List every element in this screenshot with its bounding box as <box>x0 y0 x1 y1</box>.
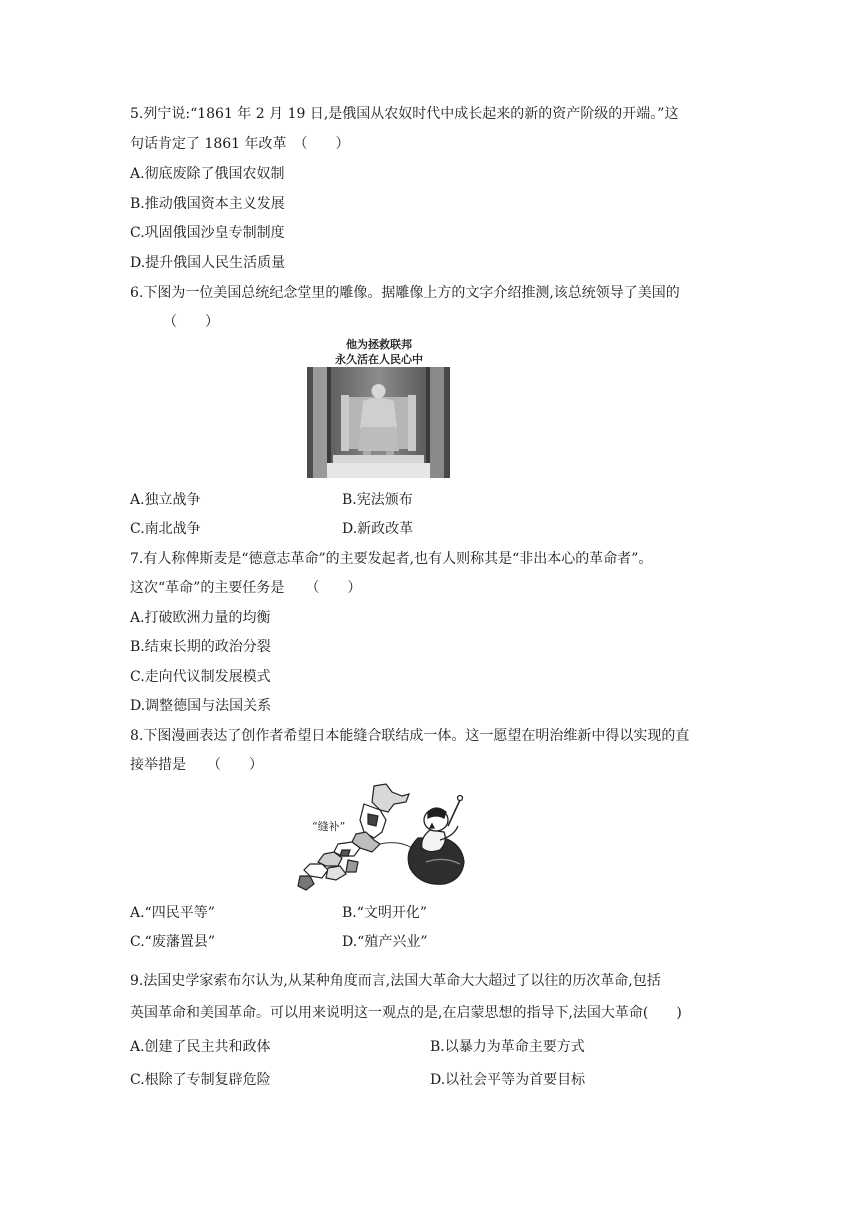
q6-option-d: D.新政改革 <box>342 521 414 537</box>
q7-stem-line1: 7.有人称俾斯麦是“德意志革命”的主要发起者,也有人则称其是“非出本心的革命者”。 <box>130 551 653 567</box>
statue-caption-line2: 永久活在人民心中 <box>335 353 423 366</box>
lincoln-statue-photo <box>307 367 450 478</box>
q9-option-c: C.根除了专制复辟危险 <box>130 1072 271 1088</box>
q8-option-b: B.“文明开化” <box>342 905 428 921</box>
q8-option-c: C.“废藩置县” <box>130 934 215 950</box>
q9-stem-line2: 英国革命和美国革命。可以用来说明这一观点的是,在启蒙思想的指导下,法国大革命( ) <box>130 1005 682 1021</box>
q9-option-a: A.创建了民主共和政体 <box>130 1039 271 1055</box>
q8-option-a: A.“四民平等” <box>130 905 215 921</box>
q6-option-a: A.独立战争 <box>130 492 201 508</box>
q5-option-b: B.推动俄国资本主义发展 <box>130 196 285 212</box>
cartoon-sew-label: “缝补” <box>312 820 346 833</box>
q7-option-b: B.结束长期的政治分裂 <box>130 639 271 655</box>
q6-option-c: C.南北战争 <box>130 521 201 537</box>
q8-option-d: D.“殖产兴业” <box>342 934 428 950</box>
q6-option-b: B.宪法颁布 <box>342 492 413 508</box>
q7-option-c: C.走向代议制发展模式 <box>130 669 271 685</box>
q9-option-d: D.以社会平等为首要目标 <box>430 1072 586 1088</box>
q7-stem-line2: 这次“革命”的主要任务是 （ ） <box>130 580 362 596</box>
q6-stem-line2: （ ） <box>163 314 219 330</box>
q7-option-d: D.调整德国与法国关系 <box>130 698 272 714</box>
q5-option-a: A.彻底废除了俄国农奴制 <box>130 166 285 182</box>
q5-option-c: C.巩固俄国沙皇专制制度 <box>130 225 285 241</box>
q9-option-b: B.以暴力为革命主要方式 <box>430 1039 585 1055</box>
statue-caption-line1: 他为拯救联邦 <box>346 338 412 351</box>
japan-sewing-cartoon <box>294 782 474 894</box>
q8-stem-line2: 接举措是 （ ） <box>130 757 263 773</box>
q5-stem-line1: 5.列宁说:“1861 年 2 月 19 日,是俄国从农奴时代中成长起来的新的资产阶级的开端。”这 <box>130 106 679 122</box>
q5-stem-line2: 句话肯定了 1861 年改革 （ ） <box>130 136 350 152</box>
q6-stem-line1: 6.下图为一位美国总统纪念堂里的雕像。据雕像上方的文字介绍推测,该总统领导了美国的 <box>130 285 680 301</box>
q5-option-d: D.提升俄国人民生活质量 <box>130 255 286 271</box>
q8-stem-line1: 8.下图漫画表达了创作者希望日本能缝合联结成一体。这一愿望在明治维新中得以实现的直 <box>130 728 690 744</box>
q7-option-a: A.打破欧洲力量的均衡 <box>130 610 271 626</box>
q9-stem-line1: 9.法国史学家索布尔认为,从某种角度而言,法国大革命大大超过了以往的历次革命,包括 <box>130 973 661 989</box>
